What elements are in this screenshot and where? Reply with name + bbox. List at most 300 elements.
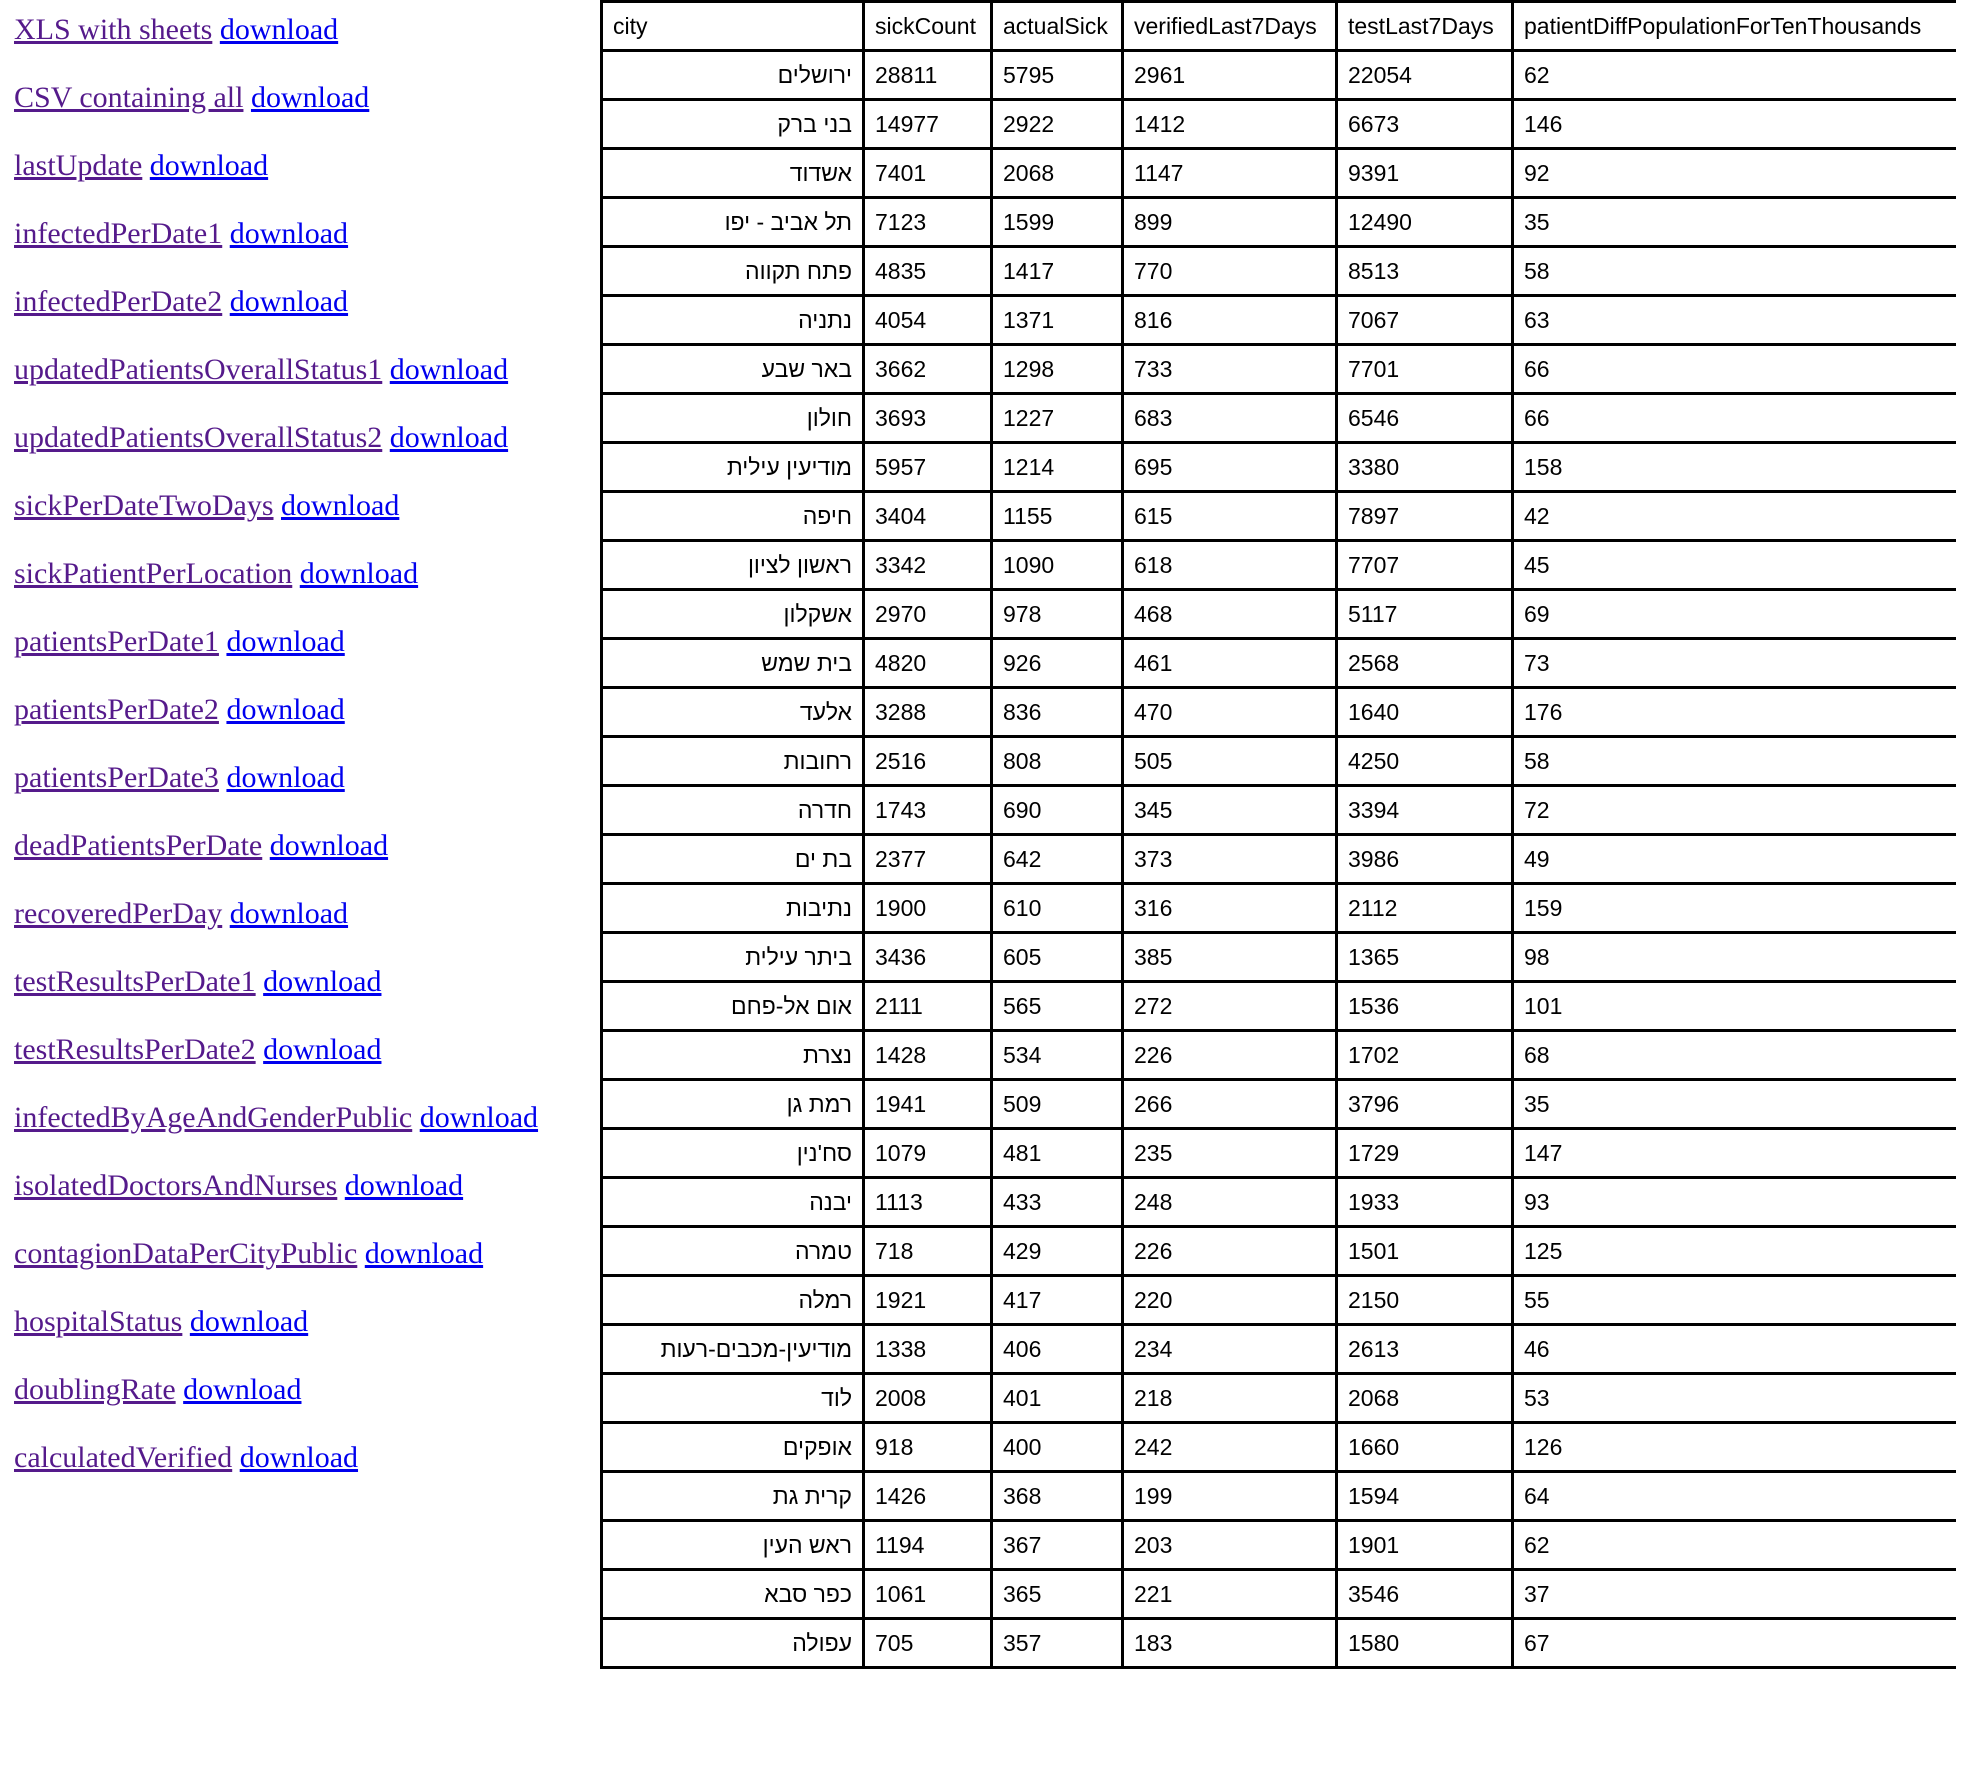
- download-link[interactable]: download: [219, 13, 339, 46]
- city-data-table: [600, 0, 1956, 1669]
- cell-actualSick: 429: [992, 1227, 1123, 1276]
- download-link[interactable]: download: [263, 1033, 382, 1066]
- cell-patientDiffPopulationForTenThousands: 45: [1513, 541, 1957, 590]
- cell-actualSick: 610: [992, 884, 1123, 933]
- dataset-link[interactable]: calculatedVerified: [14, 1441, 233, 1474]
- cell-sickCount: 718: [864, 1227, 992, 1276]
- table-row: [602, 492, 1957, 541]
- cell-actualSick: 1298: [992, 345, 1123, 394]
- cell-actualSick: 417: [992, 1276, 1123, 1325]
- cell-city: פתח תקווה: [602, 247, 864, 296]
- cell-verifiedLast7Days: 221: [1123, 1570, 1337, 1619]
- cell-verifiedLast7Days: 266: [1123, 1080, 1337, 1129]
- cell-sickCount: 1426: [864, 1472, 992, 1521]
- cell-actualSick: 1090: [992, 541, 1123, 590]
- cell-patientDiffPopulationForTenThousands: 69: [1513, 590, 1957, 639]
- link-row: [14, 68, 594, 136]
- cell-testLast7Days: 3380: [1337, 443, 1513, 492]
- cell-actualSick: 401: [992, 1374, 1123, 1423]
- cell-city: בני ברק: [602, 100, 864, 149]
- cell-patientDiffPopulationForTenThousands: 64: [1513, 1472, 1957, 1521]
- cell-testLast7Days: 1702: [1337, 1031, 1513, 1080]
- cell-testLast7Days: 8513: [1337, 247, 1513, 296]
- column-header-sickCount: sickCount: [864, 2, 992, 51]
- cell-actualSick: 357: [992, 1619, 1123, 1668]
- link-row: [14, 476, 594, 544]
- table-row: [602, 1227, 1957, 1276]
- table-row: [602, 1619, 1957, 1668]
- header-row: [602, 2, 1957, 51]
- cell-actualSick: 5795: [992, 51, 1123, 100]
- table-row: [602, 639, 1957, 688]
- cell-city: קרית גת: [602, 1472, 864, 1521]
- cell-city: חולון: [602, 394, 864, 443]
- table-row: [602, 100, 1957, 149]
- cell-testLast7Days: 1729: [1337, 1129, 1513, 1178]
- cell-patientDiffPopulationForTenThousands: 42: [1513, 492, 1957, 541]
- cell-sickCount: 1428: [864, 1031, 992, 1080]
- cell-sickCount: 1113: [864, 1178, 992, 1227]
- table-row: [602, 835, 1957, 884]
- dataset-link[interactable]: CSV containing all: [14, 81, 244, 114]
- cell-sickCount: 2516: [864, 737, 992, 786]
- cell-city: אופקים: [602, 1423, 864, 1472]
- cell-city: אום אל-פחם: [602, 982, 864, 1031]
- dataset-link[interactable]: hospitalStatus: [14, 1305, 183, 1338]
- cell-city: מודיעין-מכבים-רעות: [602, 1325, 864, 1374]
- link-row: [14, 1088, 594, 1156]
- download-link[interactable]: download: [149, 149, 269, 182]
- cell-testLast7Days: 1580: [1337, 1619, 1513, 1668]
- cell-verifiedLast7Days: 816: [1123, 296, 1337, 345]
- cell-testLast7Days: 1501: [1337, 1227, 1513, 1276]
- cell-city: יבנה: [602, 1178, 864, 1227]
- cell-actualSick: 690: [992, 786, 1123, 835]
- cell-patientDiffPopulationForTenThousands: 73: [1513, 639, 1957, 688]
- link-row: [14, 680, 594, 748]
- city-data-table-container: [600, 0, 1956, 1782]
- cell-actualSick: 978: [992, 590, 1123, 639]
- download-link[interactable]: download: [281, 489, 400, 522]
- cell-testLast7Days: 2068: [1337, 1374, 1513, 1423]
- cell-sickCount: 1061: [864, 1570, 992, 1619]
- cell-patientDiffPopulationForTenThousands: 68: [1513, 1031, 1957, 1080]
- cell-patientDiffPopulationForTenThousands: 58: [1513, 247, 1957, 296]
- cell-actualSick: 642: [992, 835, 1123, 884]
- cell-sickCount: 3436: [864, 933, 992, 982]
- link-row: [14, 1292, 594, 1360]
- dataset-link[interactable]: lastUpdate: [14, 149, 143, 182]
- cell-testLast7Days: 2112: [1337, 884, 1513, 933]
- link-row: [14, 952, 594, 1020]
- table-row: [602, 590, 1957, 639]
- download-links-list: [14, 0, 594, 1496]
- cell-city: ראש העין: [602, 1521, 864, 1570]
- cell-sickCount: 1079: [864, 1129, 992, 1178]
- cell-patientDiffPopulationForTenThousands: 125: [1513, 1227, 1957, 1276]
- cell-testLast7Days: 1933: [1337, 1178, 1513, 1227]
- cell-actualSick: 565: [992, 982, 1123, 1031]
- cell-patientDiffPopulationForTenThousands: 62: [1513, 1521, 1957, 1570]
- table-row: [602, 1472, 1957, 1521]
- cell-verifiedLast7Days: 505: [1123, 737, 1337, 786]
- cell-patientDiffPopulationForTenThousands: 55: [1513, 1276, 1957, 1325]
- dataset-link[interactable]: deadPatientsPerDate: [14, 829, 263, 862]
- table-row: [602, 1031, 1957, 1080]
- dataset-link[interactable]: updatedPatientsOverallStatus1: [14, 353, 383, 386]
- dataset-link[interactable]: testResultsPerDate2: [14, 1033, 256, 1066]
- cell-verifiedLast7Days: 234: [1123, 1325, 1337, 1374]
- cell-verifiedLast7Days: 242: [1123, 1423, 1337, 1472]
- cell-testLast7Days: 7701: [1337, 345, 1513, 394]
- cell-patientDiffPopulationForTenThousands: 72: [1513, 786, 1957, 835]
- cell-patientDiffPopulationForTenThousands: 126: [1513, 1423, 1957, 1472]
- cell-actualSick: 406: [992, 1325, 1123, 1374]
- download-link[interactable]: download: [364, 1237, 484, 1270]
- cell-sickCount: 2008: [864, 1374, 992, 1423]
- dataset-link[interactable]: contagionDataPerCityPublic: [14, 1237, 358, 1270]
- dataset-link[interactable]: doublingRate: [14, 1373, 176, 1406]
- cell-city: חיפה: [602, 492, 864, 541]
- cell-city: בת ים: [602, 835, 864, 884]
- cell-sickCount: 918: [864, 1423, 992, 1472]
- table-row: [602, 541, 1957, 590]
- cell-verifiedLast7Days: 470: [1123, 688, 1337, 737]
- cell-testLast7Days: 3546: [1337, 1570, 1513, 1619]
- cell-verifiedLast7Days: 615: [1123, 492, 1337, 541]
- dataset-link[interactable]: infectedPerDate2: [14, 285, 223, 318]
- cell-actualSick: 605: [992, 933, 1123, 982]
- dataset-link[interactable]: patientsPerDate1: [14, 625, 219, 658]
- dataset-link[interactable]: patientsPerDate2: [14, 693, 219, 726]
- cell-testLast7Days: 1365: [1337, 933, 1513, 982]
- table-row: [602, 394, 1957, 443]
- link-row: [14, 1428, 594, 1496]
- cell-testLast7Days: 2568: [1337, 639, 1513, 688]
- table-row: [602, 149, 1957, 198]
- cell-testLast7Days: 4250: [1337, 737, 1513, 786]
- column-header-verifiedLast7Days: verifiedLast7Days: [1123, 2, 1337, 51]
- link-row: [14, 1020, 594, 1088]
- column-header-city: city: [602, 2, 864, 51]
- cell-actualSick: 1417: [992, 247, 1123, 296]
- cell-city: ירושלים: [602, 51, 864, 100]
- table-row: [602, 443, 1957, 492]
- cell-patientDiffPopulationForTenThousands: 101: [1513, 982, 1957, 1031]
- cell-patientDiffPopulationForTenThousands: 93: [1513, 1178, 1957, 1227]
- cell-testLast7Days: 1660: [1337, 1423, 1513, 1472]
- table-row: [602, 247, 1957, 296]
- cell-patientDiffPopulationForTenThousands: 35: [1513, 198, 1957, 247]
- cell-testLast7Days: 9391: [1337, 149, 1513, 198]
- cell-verifiedLast7Days: 899: [1123, 198, 1337, 247]
- dataset-link[interactable]: isolatedDoctorsAndNurses: [14, 1169, 338, 1202]
- cell-sickCount: 2111: [864, 982, 992, 1031]
- download-link[interactable]: download: [183, 1373, 302, 1406]
- cell-actualSick: 400: [992, 1423, 1123, 1472]
- download-link[interactable]: download: [250, 81, 370, 114]
- cell-patientDiffPopulationForTenThousands: 49: [1513, 835, 1957, 884]
- table-row: [602, 1276, 1957, 1325]
- table-row: [602, 51, 1957, 100]
- cell-testLast7Days: 1594: [1337, 1472, 1513, 1521]
- cell-testLast7Days: 3394: [1337, 786, 1513, 835]
- link-row: [14, 544, 594, 612]
- cell-city: נתניה: [602, 296, 864, 345]
- download-link[interactable]: download: [239, 1441, 359, 1474]
- table-row: [602, 688, 1957, 737]
- table-row: [602, 1374, 1957, 1423]
- cell-patientDiffPopulationForTenThousands: 35: [1513, 1080, 1957, 1129]
- cell-sickCount: 7401: [864, 149, 992, 198]
- cell-sickCount: 1338: [864, 1325, 992, 1374]
- cell-patientDiffPopulationForTenThousands: 58: [1513, 737, 1957, 786]
- link-row: [14, 0, 594, 68]
- cell-sickCount: 1941: [864, 1080, 992, 1129]
- cell-testLast7Days: 3796: [1337, 1080, 1513, 1129]
- table-row: [602, 1080, 1957, 1129]
- cell-patientDiffPopulationForTenThousands: 159: [1513, 884, 1957, 933]
- cell-city: ביתר עילית: [602, 933, 864, 982]
- cell-sickCount: 1921: [864, 1276, 992, 1325]
- cell-patientDiffPopulationForTenThousands: 67: [1513, 1619, 1957, 1668]
- download-link[interactable]: download: [226, 693, 345, 726]
- cell-city: רמלה: [602, 1276, 864, 1325]
- cell-patientDiffPopulationForTenThousands: 62: [1513, 51, 1957, 100]
- download-link[interactable]: download: [389, 421, 509, 454]
- cell-actualSick: 365: [992, 1570, 1123, 1619]
- cell-sickCount: 3693: [864, 394, 992, 443]
- dataset-link[interactable]: XLS with sheets: [14, 13, 213, 46]
- table-row: [602, 1521, 1957, 1570]
- download-link[interactable]: download: [419, 1101, 539, 1134]
- cell-actualSick: 1227: [992, 394, 1123, 443]
- cell-actualSick: 367: [992, 1521, 1123, 1570]
- cell-city: באר שבע: [602, 345, 864, 394]
- table-row: [602, 1423, 1957, 1472]
- table-row: [602, 1570, 1957, 1619]
- cell-city: מודיעין עילית: [602, 443, 864, 492]
- cell-patientDiffPopulationForTenThousands: 66: [1513, 345, 1957, 394]
- download-link[interactable]: download: [229, 285, 349, 318]
- table-body: [602, 51, 1957, 1668]
- cell-testLast7Days: 6546: [1337, 394, 1513, 443]
- cell-actualSick: 2068: [992, 149, 1123, 198]
- cell-actualSick: 433: [992, 1178, 1123, 1227]
- dataset-link[interactable]: sickPatientPerLocation: [14, 557, 293, 590]
- cell-sickCount: 3342: [864, 541, 992, 590]
- cell-verifiedLast7Days: 226: [1123, 1227, 1337, 1276]
- cell-verifiedLast7Days: 733: [1123, 345, 1337, 394]
- cell-verifiedLast7Days: 272: [1123, 982, 1337, 1031]
- dataset-link[interactable]: updatedPatientsOverallStatus2: [14, 421, 383, 454]
- cell-verifiedLast7Days: 385: [1123, 933, 1337, 982]
- table-row: [602, 933, 1957, 982]
- download-link[interactable]: download: [189, 1305, 309, 1338]
- table-row: [602, 1178, 1957, 1227]
- cell-actualSick: 1155: [992, 492, 1123, 541]
- column-header-testLast7Days: testLast7Days: [1337, 2, 1513, 51]
- cell-verifiedLast7Days: 2961: [1123, 51, 1337, 100]
- cell-city: אלעד: [602, 688, 864, 737]
- table-row: [602, 198, 1957, 247]
- cell-sickCount: 705: [864, 1619, 992, 1668]
- cell-testLast7Days: 1640: [1337, 688, 1513, 737]
- cell-actualSick: 534: [992, 1031, 1123, 1080]
- cell-verifiedLast7Days: 226: [1123, 1031, 1337, 1080]
- table-row: [602, 737, 1957, 786]
- link-row: [14, 204, 594, 272]
- cell-verifiedLast7Days: 199: [1123, 1472, 1337, 1521]
- cell-sickCount: 28811: [864, 51, 992, 100]
- link-row: [14, 1360, 594, 1428]
- dataset-link[interactable]: testResultsPerDate1: [14, 965, 256, 998]
- cell-patientDiffPopulationForTenThousands: 146: [1513, 100, 1957, 149]
- link-row: [14, 612, 594, 680]
- cell-city: אשדוד: [602, 149, 864, 198]
- cell-verifiedLast7Days: 316: [1123, 884, 1337, 933]
- cell-actualSick: 1371: [992, 296, 1123, 345]
- cell-verifiedLast7Days: 345: [1123, 786, 1337, 835]
- cell-patientDiffPopulationForTenThousands: 158: [1513, 443, 1957, 492]
- cell-city: ראשון לציון: [602, 541, 864, 590]
- cell-patientDiffPopulationForTenThousands: 176: [1513, 688, 1957, 737]
- cell-verifiedLast7Days: 695: [1123, 443, 1337, 492]
- cell-testLast7Days: 5117: [1337, 590, 1513, 639]
- cell-testLast7Days: 6673: [1337, 100, 1513, 149]
- cell-sickCount: 5957: [864, 443, 992, 492]
- cell-sickCount: 4054: [864, 296, 992, 345]
- cell-verifiedLast7Days: 1147: [1123, 149, 1337, 198]
- cell-verifiedLast7Days: 373: [1123, 835, 1337, 884]
- cell-actualSick: 368: [992, 1472, 1123, 1521]
- download-link[interactable]: download: [226, 761, 345, 794]
- column-header-patientDiffPopulationForTenThousands: patientDiffPopulationForTenThousands: [1513, 2, 1957, 51]
- cell-testLast7Days: 12490: [1337, 198, 1513, 247]
- dataset-link[interactable]: infectedByAgeAndGenderPublic: [14, 1101, 413, 1134]
- dataset-link[interactable]: patientsPerDate3: [14, 761, 219, 794]
- column-header-actualSick: actualSick: [992, 2, 1123, 51]
- cell-patientDiffPopulationForTenThousands: 98: [1513, 933, 1957, 982]
- cell-testLast7Days: 2150: [1337, 1276, 1513, 1325]
- cell-testLast7Days: 22054: [1337, 51, 1513, 100]
- cell-sickCount: 2970: [864, 590, 992, 639]
- cell-city: סח'נין: [602, 1129, 864, 1178]
- cell-actualSick: 481: [992, 1129, 1123, 1178]
- cell-sickCount: 3404: [864, 492, 992, 541]
- cell-actualSick: 836: [992, 688, 1123, 737]
- download-link[interactable]: download: [269, 829, 389, 862]
- cell-city: רמת גן: [602, 1080, 864, 1129]
- cell-city: טמרה: [602, 1227, 864, 1276]
- download-link[interactable]: download: [229, 217, 349, 250]
- cell-verifiedLast7Days: 461: [1123, 639, 1337, 688]
- cell-city: חדרה: [602, 786, 864, 835]
- cell-verifiedLast7Days: 770: [1123, 247, 1337, 296]
- link-row: [14, 748, 594, 816]
- table-row: [602, 296, 1957, 345]
- table-row: [602, 982, 1957, 1031]
- link-row: [14, 136, 594, 204]
- cell-city: לוד: [602, 1374, 864, 1423]
- cell-actualSick: 509: [992, 1080, 1123, 1129]
- download-link[interactable]: download: [229, 897, 349, 930]
- cell-sickCount: 3288: [864, 688, 992, 737]
- dataset-link[interactable]: infectedPerDate1: [14, 217, 223, 250]
- cell-patientDiffPopulationForTenThousands: 46: [1513, 1325, 1957, 1374]
- cell-city: נצרת: [602, 1031, 864, 1080]
- cell-actualSick: 1599: [992, 198, 1123, 247]
- cell-sickCount: 7123: [864, 198, 992, 247]
- dataset-link[interactable]: recoveredPerDay: [14, 897, 223, 930]
- cell-patientDiffPopulationForTenThousands: 37: [1513, 1570, 1957, 1619]
- cell-sickCount: 1194: [864, 1521, 992, 1570]
- table-row: [602, 1325, 1957, 1374]
- cell-testLast7Days: 1536: [1337, 982, 1513, 1031]
- download-link[interactable]: download: [344, 1169, 464, 1202]
- cell-sickCount: 14977: [864, 100, 992, 149]
- table-row: [602, 884, 1957, 933]
- cell-testLast7Days: 3986: [1337, 835, 1513, 884]
- cell-sickCount: 4835: [864, 247, 992, 296]
- cell-city: עפולה: [602, 1619, 864, 1668]
- link-row: [14, 884, 594, 952]
- cell-patientDiffPopulationForTenThousands: 63: [1513, 296, 1957, 345]
- cell-verifiedLast7Days: 683: [1123, 394, 1337, 443]
- cell-actualSick: 808: [992, 737, 1123, 786]
- cell-verifiedLast7Days: 203: [1123, 1521, 1337, 1570]
- cell-patientDiffPopulationForTenThousands: 66: [1513, 394, 1957, 443]
- table-row: [602, 345, 1957, 394]
- download-link[interactable]: download: [263, 965, 382, 998]
- cell-actualSick: 2922: [992, 100, 1123, 149]
- cell-testLast7Days: 7897: [1337, 492, 1513, 541]
- cell-verifiedLast7Days: 468: [1123, 590, 1337, 639]
- table-header: [602, 2, 1957, 51]
- cell-patientDiffPopulationForTenThousands: 147: [1513, 1129, 1957, 1178]
- cell-city: אשקלון: [602, 590, 864, 639]
- link-row: [14, 408, 594, 476]
- cell-verifiedLast7Days: 220: [1123, 1276, 1337, 1325]
- cell-verifiedLast7Days: 618: [1123, 541, 1337, 590]
- cell-city: רחובות: [602, 737, 864, 786]
- cell-sickCount: 4820: [864, 639, 992, 688]
- cell-verifiedLast7Days: 183: [1123, 1619, 1337, 1668]
- cell-sickCount: 2377: [864, 835, 992, 884]
- cell-city: בית שמש: [602, 639, 864, 688]
- cell-city: תל אביב - יפו: [602, 198, 864, 247]
- download-link[interactable]: download: [226, 625, 345, 658]
- cell-testLast7Days: 1901: [1337, 1521, 1513, 1570]
- cell-testLast7Days: 2613: [1337, 1325, 1513, 1374]
- link-row: [14, 272, 594, 340]
- cell-testLast7Days: 7707: [1337, 541, 1513, 590]
- cell-city: כפר סבא: [602, 1570, 864, 1619]
- cell-testLast7Days: 7067: [1337, 296, 1513, 345]
- download-link[interactable]: download: [299, 557, 419, 590]
- cell-patientDiffPopulationForTenThousands: 92: [1513, 149, 1957, 198]
- link-row: [14, 1224, 594, 1292]
- cell-verifiedLast7Days: 218: [1123, 1374, 1337, 1423]
- link-row: [14, 816, 594, 884]
- cell-sickCount: 1900: [864, 884, 992, 933]
- download-link[interactable]: download: [389, 353, 509, 386]
- table-row: [602, 786, 1957, 835]
- dataset-link[interactable]: sickPerDateTwoDays: [14, 489, 274, 522]
- table-row: [602, 1129, 1957, 1178]
- cell-actualSick: 1214: [992, 443, 1123, 492]
- cell-patientDiffPopulationForTenThousands: 53: [1513, 1374, 1957, 1423]
